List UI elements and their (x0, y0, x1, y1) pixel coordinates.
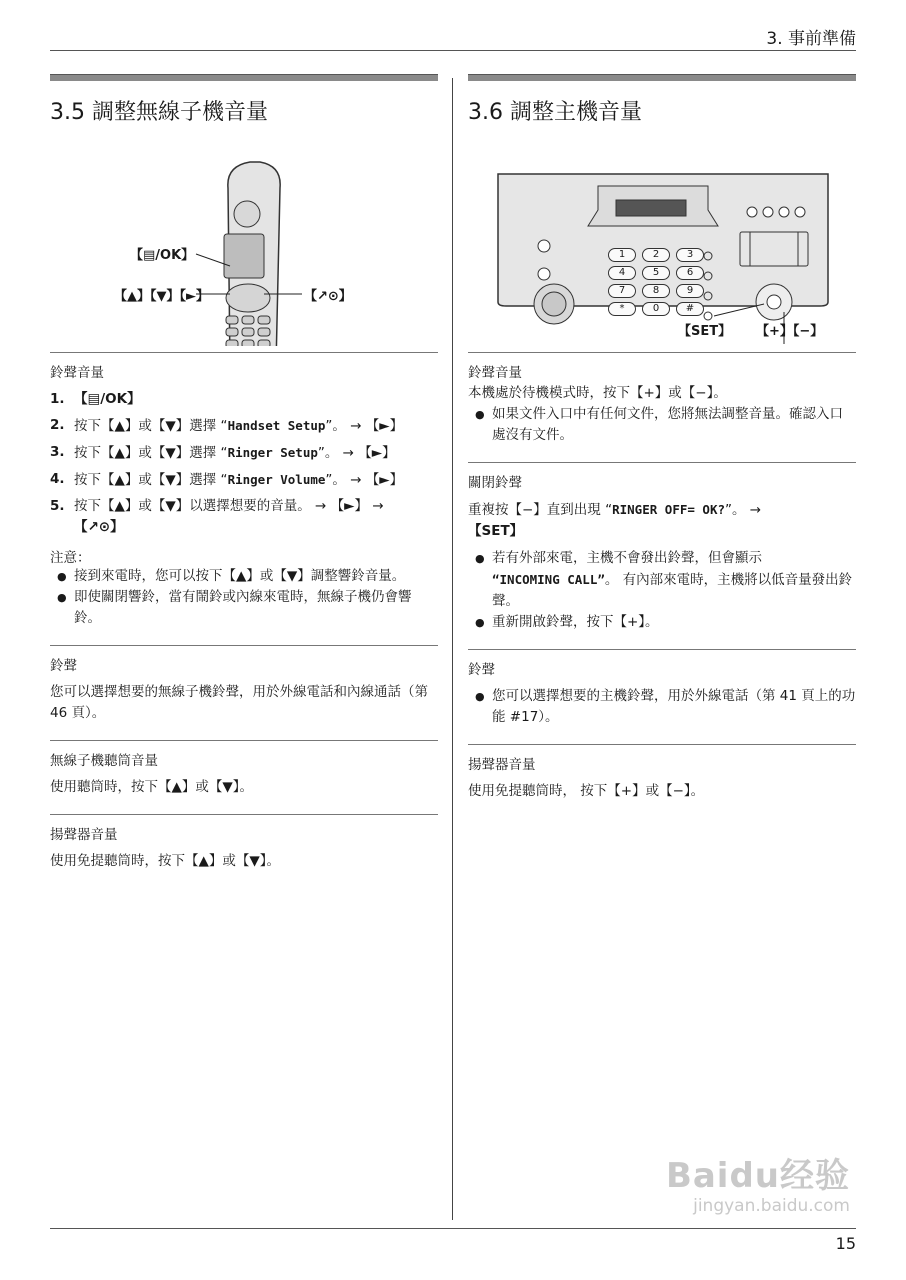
step-item: 5. 按下【▲】或【▼】以選擇想要的音量。 → 【►】 → 【↗⊙】 (50, 498, 384, 535)
note-item: ● 即使關閉響鈴，當有鬧鈴或內線來電時，無線子機仍會響鈴。 (57, 589, 412, 626)
note-item: ● 接到來電時，您可以按下【▲】或【▼】調整響鈴音量。 (57, 568, 406, 584)
section-title: 3.6 調整主機音量 (468, 100, 642, 125)
keypad-key: 9 (676, 284, 704, 298)
keypad-key: 4 (608, 266, 636, 280)
step-item: 4. 按下【▲】或【▼】選擇 “Ringer Volume”。 → 【►】 (50, 471, 404, 488)
base-unit-figure (468, 126, 856, 344)
keypad-key: 6 (676, 266, 704, 280)
off-key-label: 【↗⊙】 (304, 289, 352, 304)
section-bar (468, 74, 856, 81)
ringer-tone-bullets (468, 686, 856, 728)
divider (50, 740, 438, 741)
watermark-logo: Baidu经验 (665, 1156, 850, 1196)
note-label: 注意： (50, 550, 91, 566)
plus-minus-label: 【+】【−】 (756, 324, 824, 339)
ringer-volume-title: 鈴聲音量 (50, 365, 104, 381)
keypad-key: # (676, 302, 704, 316)
right-column (468, 74, 856, 802)
ringer-tone-title: 鈴聲 (468, 662, 495, 678)
header-rule (50, 50, 856, 51)
bullet-item: ● 若有外部來電，主機不會發出鈴聲，但會顯示 “INCOMING CALL”。 有內部來電時，主機將以低音量發出鈴聲。 (475, 550, 853, 609)
chapter-title: 3. 事前準備 (766, 29, 856, 49)
set-key-label: 【SET】 (678, 324, 732, 339)
speaker-volume-text: 使用免提聽筒時， 按下【+】或【−】。 (468, 783, 705, 799)
bullet-item: ● 您可以選擇想要的主機鈴聲，用於外線電話（第 41 頁上的功能 #17）。 (475, 688, 856, 725)
receiver-volume-text: 使用聽筒時，按下【▲】或【▼】。 (50, 779, 254, 795)
ringer-volume-bullets (468, 404, 856, 446)
keypad-key: 5 (642, 266, 670, 280)
divider (50, 645, 438, 646)
ringer-volume-text: 本機處於待機模式時，按下【+】或【−】。 (468, 385, 727, 401)
keypad-key: 7 (608, 284, 636, 298)
ringer-volume-title: 鈴聲音量 (468, 365, 522, 381)
divider (468, 649, 856, 650)
handset-figure (50, 126, 438, 346)
keypad-key: 3 (676, 248, 704, 262)
ringer-tone-title: 鈴聲 (50, 658, 77, 674)
keypad-key: 2 (642, 248, 670, 262)
bullet-item: ● 重新開啟鈴聲，按下【+】。 (475, 614, 659, 630)
ringer-volume-steps (50, 389, 438, 538)
section-title: 3.5 調整無線子機音量 (50, 100, 268, 125)
section-bar (50, 74, 438, 81)
watermark-url: jingyan.baidu.com (693, 1196, 850, 1216)
column-divider (452, 78, 453, 1220)
page-number: 15 (835, 1234, 856, 1253)
nav-keys-label: 【▲】【▼】【►】 (114, 289, 209, 304)
keypad (608, 248, 708, 316)
divider (468, 462, 856, 463)
speaker-volume-title: 揚聲器音量 (50, 827, 118, 843)
footer-rule (50, 1228, 856, 1229)
receiver-volume-title: 無線子機聽筒音量 (50, 753, 158, 769)
divider (468, 352, 856, 353)
step-item: 3. 按下【▲】或【▼】選擇 “Ringer Setup”。 → 【►】 (50, 444, 396, 461)
left-column (50, 74, 438, 872)
speaker-volume-title: 揚聲器音量 (468, 757, 536, 773)
divider (50, 814, 438, 815)
ringer-off-title: 關閉鈴聲 (468, 475, 522, 491)
keypad-key: 8 (642, 284, 670, 298)
speaker-volume-text: 使用免提聽筒時，按下【▲】或【▼】。 (50, 853, 281, 869)
keypad-key: 1 (608, 248, 636, 262)
keypad-key: * (608, 302, 636, 316)
divider (468, 744, 856, 745)
note-list (50, 566, 438, 629)
keypad-key: 0 (642, 302, 670, 316)
divider (50, 352, 438, 353)
menu-ok-label: 【▤/OK】 (130, 248, 195, 263)
step-item: 1. 【▤/OK】 (50, 391, 141, 407)
step-item: 2. 按下【▲】或【▼】選擇 “Handset Setup”。 → 【►】 (50, 417, 404, 434)
ringer-off-text: 重複按【−】直到出現 “RINGER OFF= OK?”。 → 【SET】 (468, 502, 762, 539)
ringer-off-bullets (468, 548, 856, 633)
bullet-item: ● 如果文件入口中有任何文件，您將無法調整音量。確認入口處沒有文件。 (475, 406, 843, 443)
handset-illustration (50, 126, 438, 346)
ringer-tone-text: 您可以選擇想要的無線子機鈴聲，用於外線電話和內線通話（第 46 頁）。 (50, 684, 428, 721)
